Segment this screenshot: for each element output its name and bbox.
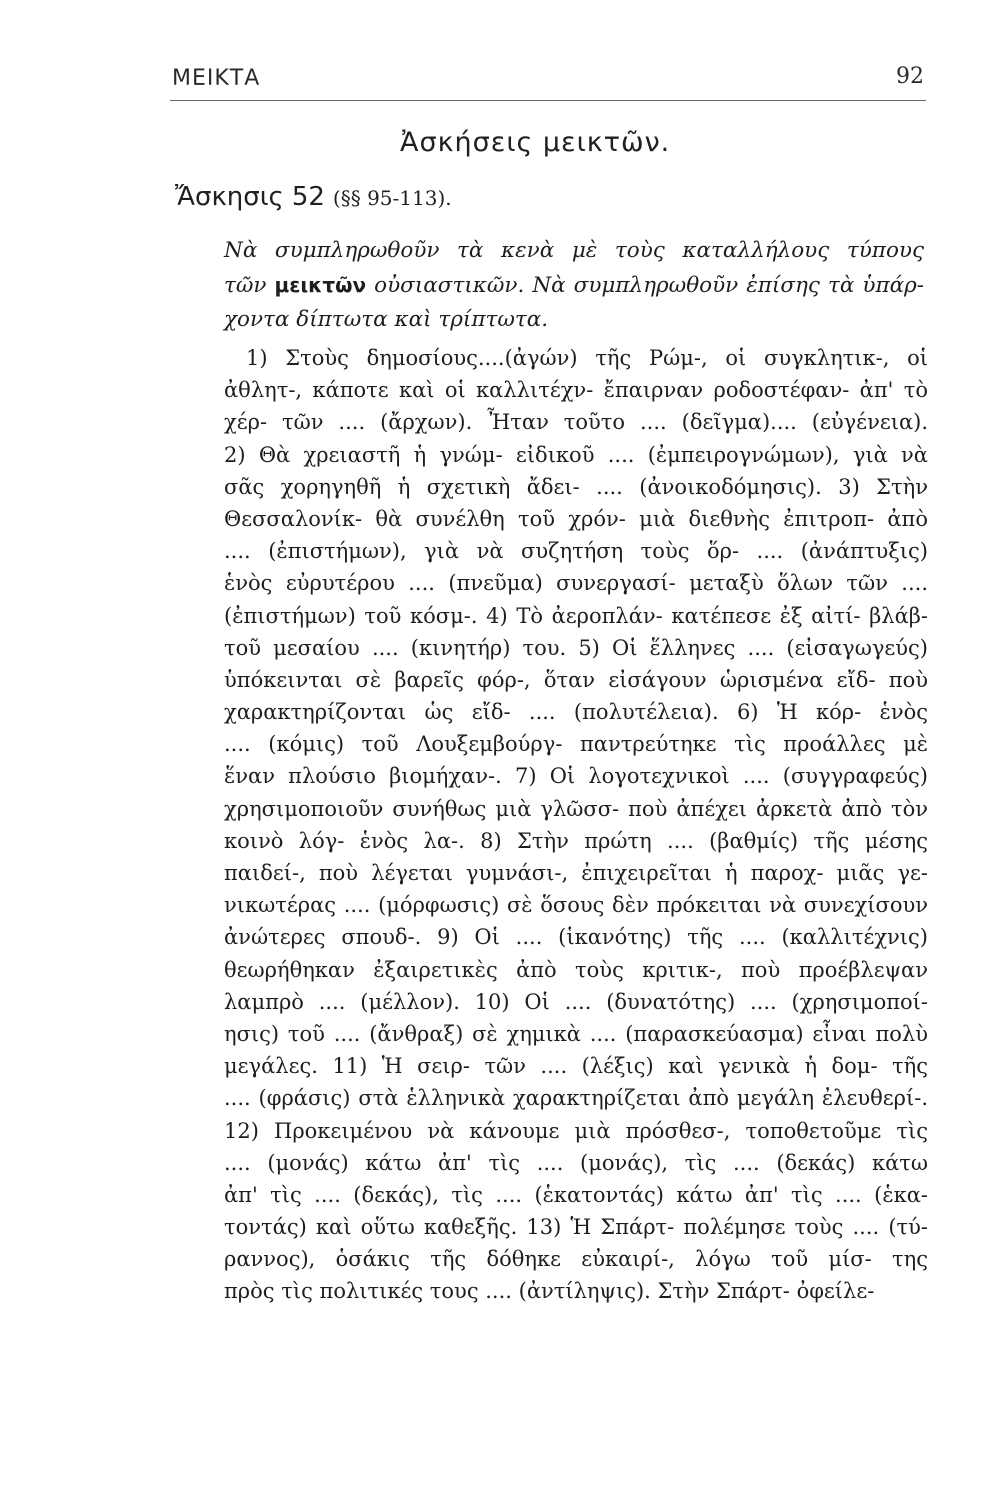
body-line: ἑνὸς εὐρυτέρου .... (πνεῦμα) συνεργασί- μεταξὺ ὅλων τῶν .... [224, 571, 928, 596]
body-line: .... (μονάς) κάτω ἀπ' τὶς .... (μονάς), τὶς .... (δεκάς) κάτω [224, 1150, 928, 1175]
body-line: ἕναν πλούσιο βιομήχαν-. 7) Οἱ λογοτεχνικοὶ .... (συγγραφεύς) [224, 764, 928, 789]
body-line: χρησιμοποιοῦν συνήθως μιὰ γλῶσσ- ποὺ ἀπέχει ἀρκετὰ ἀπὸ τὸν [224, 796, 928, 821]
exercise-label [175, 182, 452, 212]
exercise-number: 52 [291, 182, 325, 212]
instruction-line: χοντα δίπτωτα καὶ τρίπτωτα. [224, 307, 549, 332]
instruction-text: τῶν [224, 273, 267, 298]
body-line: τοντάς) καὶ οὕτω καθεξῆς. 13) Ἡ Σπάρτ- πολέμησε τοὺς .... (τύ- [224, 1215, 928, 1240]
running-head: ΜΕΙΚΤΑ [172, 66, 261, 91]
body-line: ἀνώτερες σπουδ-. 9) Οἱ .... (ἱκανότης) τῆς .... (καλλιτέχνις) [224, 925, 928, 950]
body-line: .... (ἐπιστήμων), γιὰ νὰ συζητήση τοὺς ὅρ- .... (ἀνάπτυξις) [224, 539, 928, 564]
instruction-line: Νὰ συμπληρωθοῦν τὰ κενὰ μὲ τοὺς καταλλήλους τύπους [224, 238, 924, 263]
body-line: πρὸς τὶς πολιτικές τους .... (ἀντίληψις). Στὴν Σπάρτ- ὀφείλε- [224, 1279, 875, 1304]
emphasized-word: μεικτῶν [274, 273, 367, 297]
body-line: 1) Στοὺς δημοσίους....(ἀγών) τῆς Ρώμ-, οἱ συγκλητικ-, οἱ [246, 346, 928, 370]
header-rule [170, 100, 926, 101]
body-line: 12) Προκειμένου νὰ κάνουμε μιὰ πρόσθεσ-, τοποθετοῦμε τὶς [224, 1118, 928, 1143]
body-line: θεωρήθηκαν ἐξαιρετικὲς ἀπὸ τοὺς κριτικ-, ποὺ προέβλεψαν [224, 957, 928, 982]
body-line: Θεσσαλονίκ- θὰ συνέλθη τοῦ χρόν- μιὰ διεθνὴς ἐπιτροπ- ἀπὸ [224, 506, 928, 531]
body-line: ὑπόκεινται σὲ βαρεῖς φόρ-, ὅταν εἰσάγουν ὡρισμένα εἴδ- ποὺ [224, 667, 928, 692]
body-line: .... (κόμις) τοῦ Λουξεμβούργ- παντρεύτηκε τὶς προάλλες μὲ [224, 732, 928, 757]
body-line: ἀθλητ-, κάποτε καὶ οἱ καλλιτέχν- ἔπαιρναν ροδοστέφαν- ἀπ' τὸ [224, 378, 928, 403]
body-line: παιδεί-, ποὺ λέγεται γυμνάσι-, ἐπιχειρεῖται ἡ παροχ- μιᾶς γε- [224, 861, 928, 885]
exercise-word: Ἄσκησις [175, 182, 284, 212]
body-line: χαρακτηρίζονται ὡς εἴδ- .... (πολυτέλεια). 6) Ἡ κόρ- ἑνὸς [224, 700, 928, 725]
body-line: κοινὸ λόγ- ἑνὸς λα-. 8) Στὴν πρώτη .... (βαθμίς) τῆς μέσης [224, 828, 928, 853]
body-line: 2) Θὰ χρειαστῆ ἡ γνώμ- εἰδικοῦ .... (ἐμπειρογνώμων), γιὰ νὰ [224, 442, 928, 467]
body-line: (ἐπιστήμων) τοῦ κόσμ-. 4) Τὸ ἀεροπλάν- κατέπεσε ἐξ αἰτί- βλάβ- [224, 603, 928, 628]
body-line: ησις) τοῦ .... (ἄνθραξ) σὲ χημικὰ .... (παρασκεύασμα) εἶναι πολὺ [224, 1021, 928, 1046]
body-line: λαμπρὸ .... (μέλλον). 10) Οἱ .... (δυνατότης) .... (χρησιμοποί- [224, 989, 928, 1014]
instruction-text: οὐσιαστικῶν. Νὰ συμπληρωθοῦν ἐπίσης τὰ ὑπάρ- [374, 273, 924, 298]
exercise-body [224, 342, 928, 1308]
page-header [172, 62, 924, 98]
body-line: χέρ- τῶν .... (ἄρχων). Ἦταν τοῦτο .... (δεῖγμα).... (εὐγένεια). [224, 410, 928, 435]
section-heading: Ἀσκήσεις μεικτῶν. [400, 127, 671, 158]
body-line: ἀπ' τὶς .... (δεκάς), τὶς .... (ἑκατοντάς) κάτω ἀπ' τὶς .... (ἑκα- [224, 1182, 928, 1207]
body-line: μεγάλες. 11) Ἡ σειρ- τῶν .... (λέξις) καὶ γενικὰ ἡ δομ- τῆς [224, 1054, 928, 1079]
body-line: νικωτέρας .... (μόρφωσις) σὲ ὅσους δὲν πρόκειται νὰ συνεχίσουν [224, 893, 928, 918]
exercise-instructions [224, 234, 924, 337]
instruction-line [224, 268, 924, 303]
body-line: τοῦ μεσαίου .... (κινητήρ) του. 5) Οἱ ἕλληνες .... (εἰσαγωγεύς) [224, 635, 928, 660]
body-line: .... (φράσις) στὰ ἑλληνικὰ χαρακτηρίζεται ἀπὸ μεγάλη ἐλευθερί-. [224, 1086, 928, 1111]
page-number: 92 [896, 64, 924, 89]
body-line: ραννος), ὁσάκις τῆς δόθηκε εὐκαιρί-, λόγω τοῦ μίσ- της [224, 1247, 928, 1272]
exercise-sections: (§§ 95-113). [332, 186, 452, 210]
body-line: σᾶς χορηγηθῆ ἡ σχετικὴ ἄδει- .... (ἀνοικοδόμησις). 3) Στὴν [224, 474, 928, 499]
